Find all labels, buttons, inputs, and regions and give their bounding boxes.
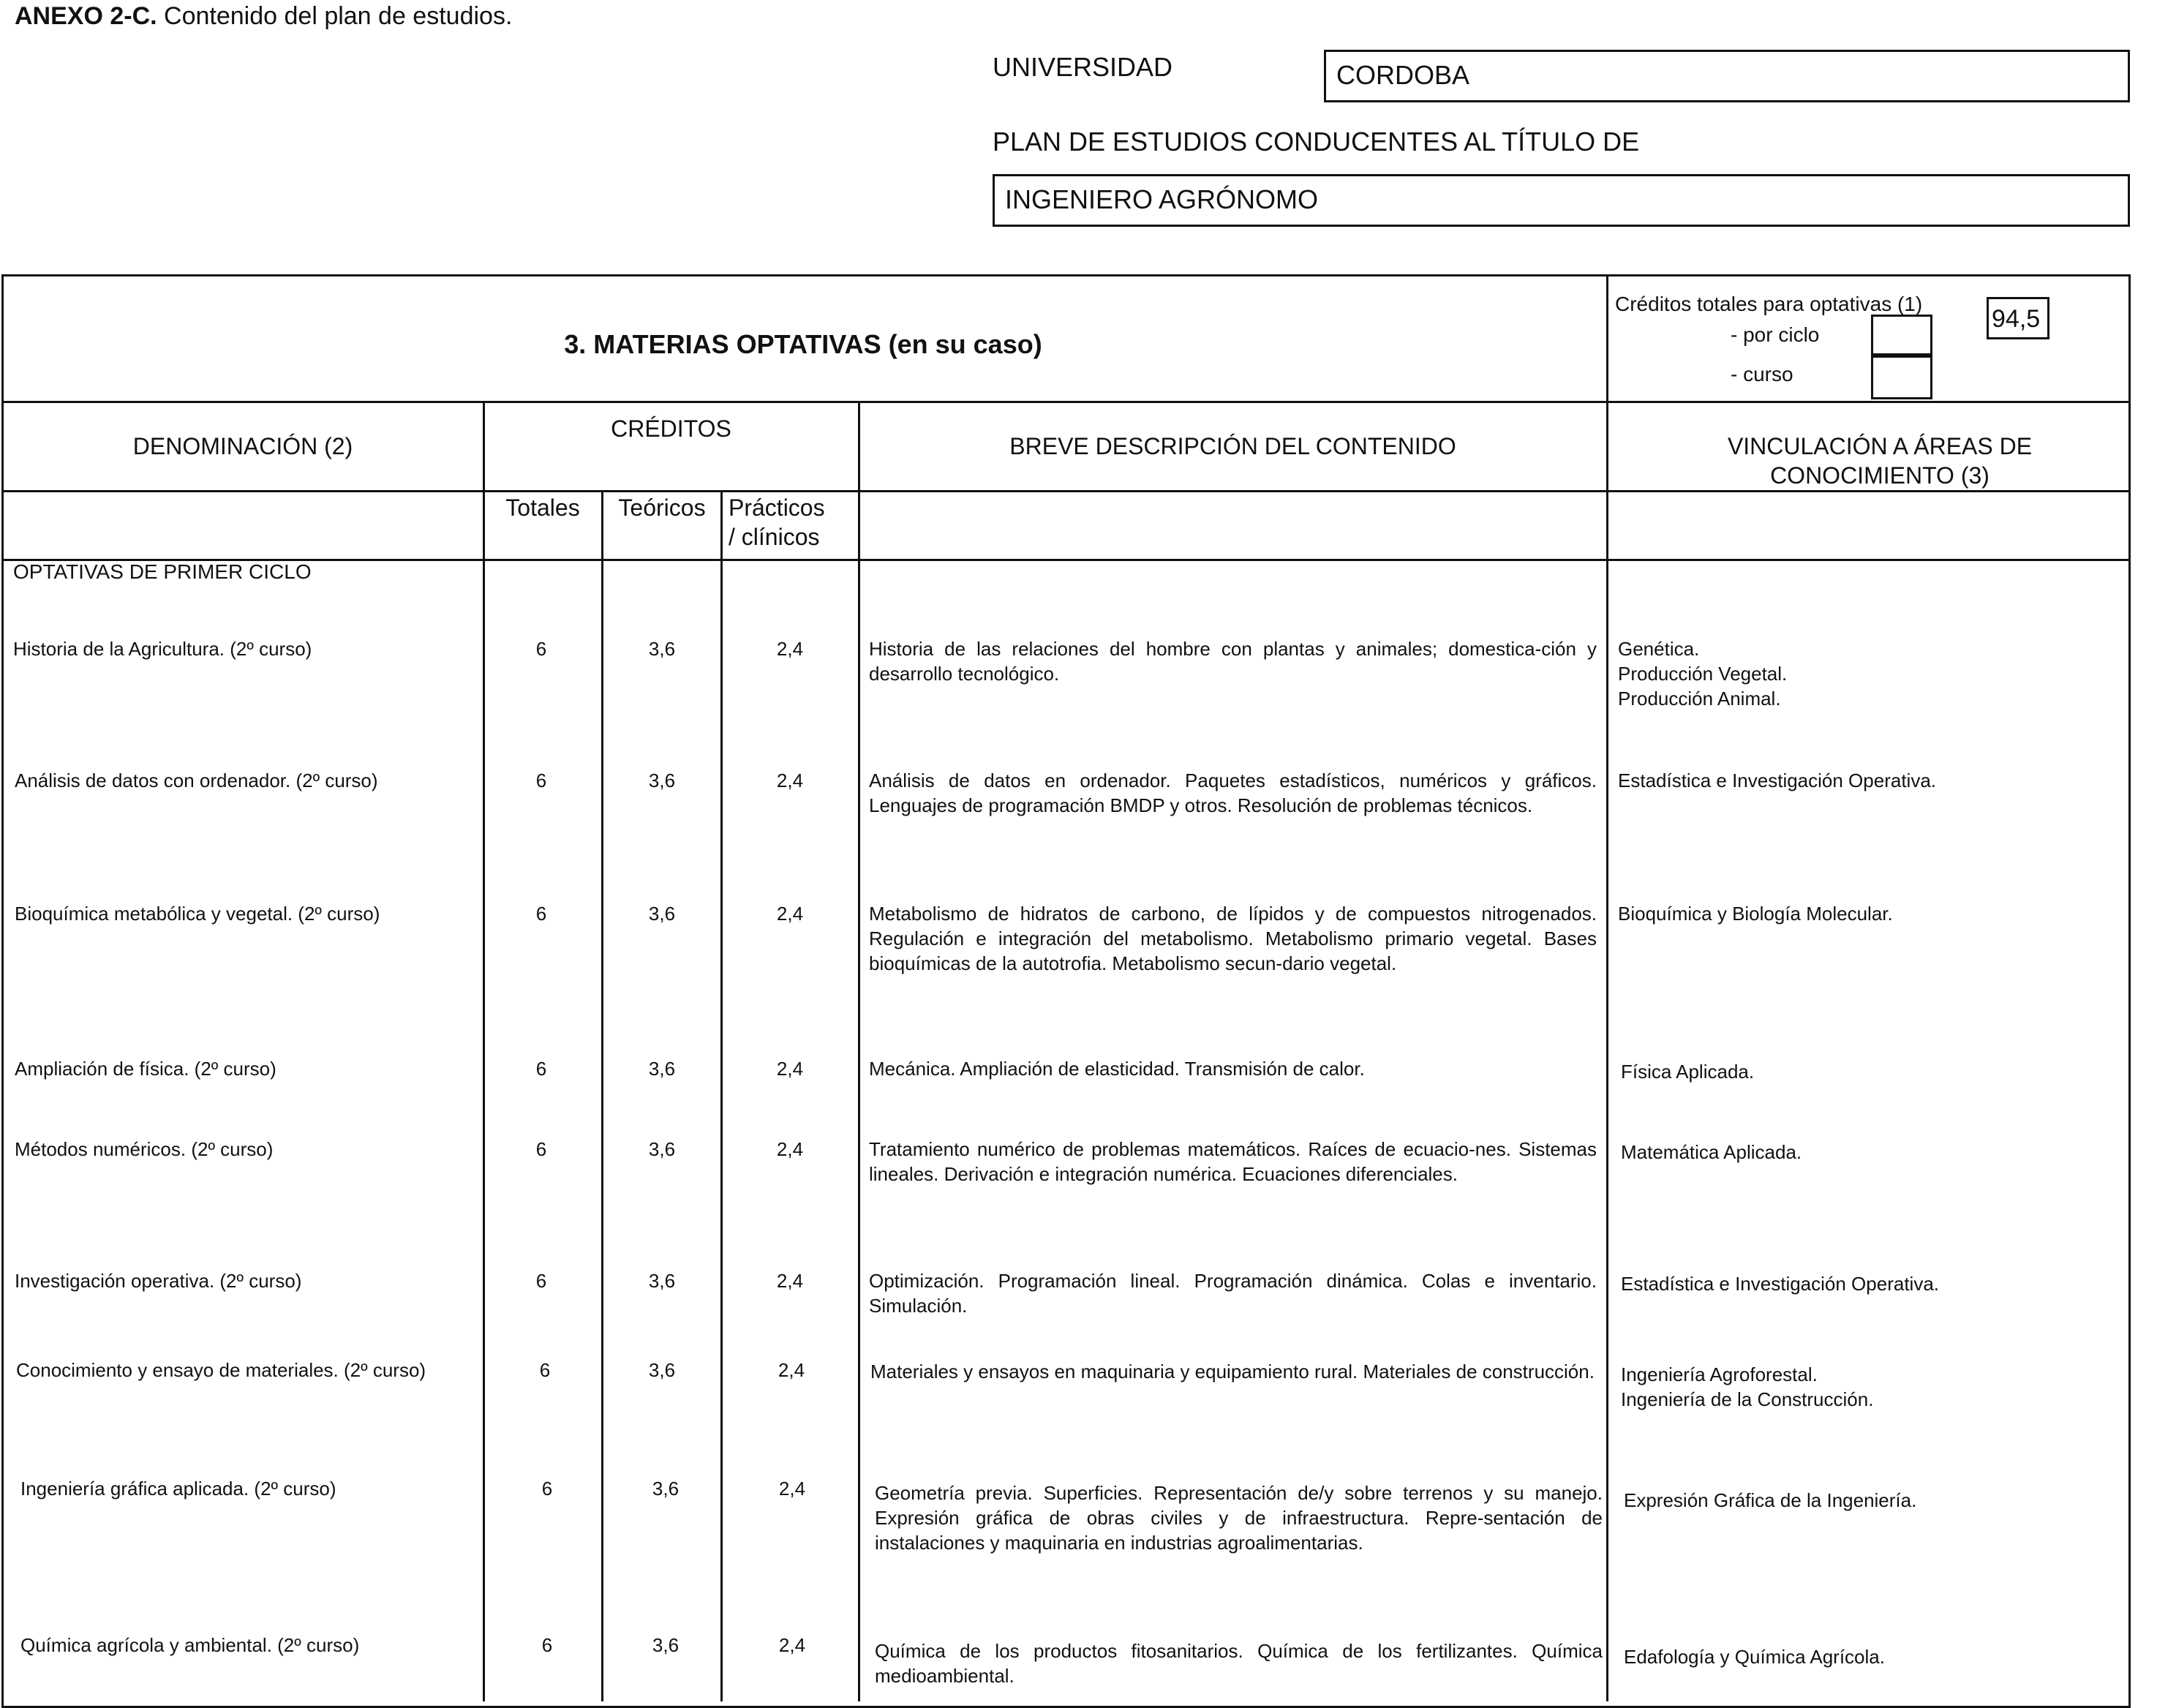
- row-5-name: Investigación operativa. (2º curso): [15, 1270, 302, 1292]
- row-6-areas: Ingeniería Agroforestal. Ingeniería de la Construcción.: [1621, 1363, 1874, 1410]
- row-8-practice: 2,4: [778, 1634, 806, 1656]
- row-7-name: Ingeniería gráfica aplicada. (2º curso): [20, 1478, 336, 1500]
- row-8-description: Química de los productos fitosanitarios. Química de los fertilizantes. Química medioambiental.: [875, 1640, 1603, 1687]
- row-7-practice: 2,4: [778, 1478, 806, 1500]
- degree-value: INGENIERO AGRÓNOMO: [1005, 184, 1319, 214]
- row-1-description: Análisis de datos en ordenador. Paquetes estadísticos, numéricos y gráficos. Lenguajes de programación BMDP y otros. Resolución de problemas técnicos.: [869, 770, 1597, 816]
- row-8-areas: Edafología y Química Agrícola.: [1624, 1646, 1885, 1668]
- row-1-totals: 6: [535, 770, 547, 791]
- row-6-name: Conocimiento y ensayo de materiales. (2º curso): [16, 1359, 426, 1381]
- row-7-description: Geometría previa. Superficies. Representación de/y sobre terrenos y su manejo. Expresión gráfica de obras civiles y de infraestructura. Repre-sentación de instalaciones y maquinaria en industrias agroalimentarias.: [875, 1482, 1603, 1554]
- row-0-name: Historia de la Agricultura. (2º curso): [13, 638, 312, 660]
- row-7-areas: Expresión Gráfica de la Ingeniería.: [1624, 1489, 1917, 1511]
- university-field: [1324, 50, 2130, 102]
- row-6-description: Materiales y ensayos en maquinaria y equipamiento rural. Materiales de construcción.: [870, 1361, 1595, 1382]
- col-header-totals: Totales: [505, 494, 580, 521]
- credits-total-box: [1987, 297, 2049, 339]
- row-5-practice: 2,4: [776, 1270, 804, 1292]
- row-3-areas: Física Aplicada.: [1621, 1061, 1755, 1083]
- university-value: CORDOBA: [1336, 60, 1470, 90]
- plan-label: PLAN DE ESTUDIOS CONDUCENTES AL TÍTULO DE: [993, 127, 1640, 157]
- row-4-name: Métodos numéricos. (2º curso): [15, 1138, 274, 1160]
- row-0-description: Historia de las relaciones del hombre con plantas y animales; domestica-ción y desarrollo tecnológico.: [869, 638, 1597, 685]
- row-3-description: Mecánica. Ampliación de elasticidad. Transmisión de calor.: [869, 1058, 1365, 1080]
- section-title: 3. MATERIAS OPTATIVAS (en su caso): [564, 329, 1042, 359]
- row-2-practice: 2,4: [776, 903, 804, 925]
- annex-title: [15, 0, 512, 32]
- row-3-theory: 3,6: [648, 1058, 676, 1080]
- rule-col-theory: [720, 490, 723, 1701]
- row-1-name: Análisis de datos con ordenador. (2º curso): [15, 770, 378, 791]
- row-4-description: Tratamiento numérico de problemas matemáticos. Raíces de ecuacio-nes. Sistemas lineales. Derivación e integración numérica. Ecuaciones diferenciales.: [869, 1138, 1597, 1185]
- per-cycle-label: - por ciclo: [1731, 323, 1820, 346]
- row-1-practice: 2,4: [776, 770, 804, 791]
- row-0-practice: 2,4: [776, 638, 804, 660]
- per-course-box: [1871, 355, 1932, 399]
- annex-text: Contenido del plan de estudios.: [157, 2, 513, 30]
- row-2-name: Bioquímica metabólica y vegetal. (2º curso): [15, 903, 380, 925]
- col-header-credits: CRÉDITOS: [611, 415, 731, 442]
- per-course-label: - curso: [1731, 363, 1793, 385]
- rule-col-practice: [858, 401, 860, 1701]
- degree-field: [993, 174, 2130, 227]
- row-2-theory: 3,6: [648, 903, 676, 925]
- row-7-theory: 3,6: [652, 1478, 680, 1500]
- row-8-totals: 6: [541, 1634, 553, 1656]
- col-header-name: DENOMINACIÓN (2): [132, 433, 353, 459]
- row-3-practice: 2,4: [776, 1058, 804, 1080]
- credits-total-value: 94,5: [1992, 305, 2041, 333]
- row-6-totals: 6: [539, 1359, 551, 1381]
- row-4-areas: Matemática Aplicada.: [1621, 1141, 1802, 1163]
- row-4-practice: 2,4: [776, 1138, 804, 1160]
- row-6-theory: 3,6: [648, 1359, 676, 1381]
- col-header-description: BREVE DESCRIPCIÓN DEL CONTENIDO: [1009, 433, 1456, 459]
- rule-header-bottom: [1, 490, 2131, 492]
- col-header-practice: Prácticos / clínicos: [729, 494, 825, 550]
- row-4-theory: 3,6: [648, 1138, 676, 1160]
- row-1-areas: Estadística e Investigación Operativa.: [1618, 770, 1937, 791]
- rule-subheader-bottom: [1, 559, 2131, 561]
- rule-col-totals: [601, 490, 603, 1701]
- row-0-areas: Genética. Producción Vegetal. Producción Animal.: [1618, 638, 1788, 710]
- annex-label: ANEXO 2-C.: [15, 2, 157, 30]
- row-5-description: Optimización. Programación lineal. Programación dinámica. Colas e inventario. Simulación.: [869, 1270, 1597, 1317]
- row-0-theory: 3,6: [648, 638, 676, 660]
- per-cycle-box: [1871, 315, 1932, 355]
- row-2-totals: 6: [535, 903, 547, 925]
- credits-total-label: Créditos totales para optativas (1): [1615, 293, 1923, 315]
- row-5-theory: 3,6: [648, 1270, 676, 1292]
- row-1-theory: 3,6: [648, 770, 676, 791]
- university-label: UNIVERSIDAD: [993, 52, 1173, 82]
- row-8-name: Química agrícola y ambiental. (2º curso): [20, 1634, 360, 1656]
- rule-title-bottom: [1, 401, 2131, 403]
- row-3-name: Ampliación de física. (2º curso): [15, 1058, 276, 1080]
- rule-col-areas: [1606, 274, 1608, 1701]
- row-4-totals: 6: [535, 1138, 547, 1160]
- row-5-totals: 6: [535, 1270, 547, 1292]
- row-2-areas: Bioquímica y Biología Molecular.: [1618, 903, 1893, 925]
- row-3-totals: 6: [535, 1058, 547, 1080]
- row-8-theory: 3,6: [652, 1634, 680, 1656]
- rule-credits-split: [484, 490, 859, 492]
- col-header-areas: VINCULACIÓN A ÁREAS DE CONOCIMIENTO (3): [1727, 433, 2033, 489]
- row-7-totals: 6: [541, 1478, 553, 1500]
- row-0-totals: 6: [535, 638, 547, 660]
- rule-col-name: [483, 401, 485, 1701]
- group-label: OPTATIVAS DE PRIMER CICLO: [13, 560, 312, 583]
- row-5-areas: Estadística e Investigación Operativa.: [1621, 1273, 1940, 1295]
- row-6-practice: 2,4: [778, 1359, 805, 1381]
- row-2-description: Metabolismo de hidratos de carbono, de lípidos y de compuestos nitrogenados. Regulación e integración del metabolismo. Metabolismo primario vegetal. Bases bioquímicas de la autotrofia. Metabolismo secun-dario vegetal.: [869, 903, 1597, 974]
- col-header-theory: Teóricos: [618, 494, 706, 521]
